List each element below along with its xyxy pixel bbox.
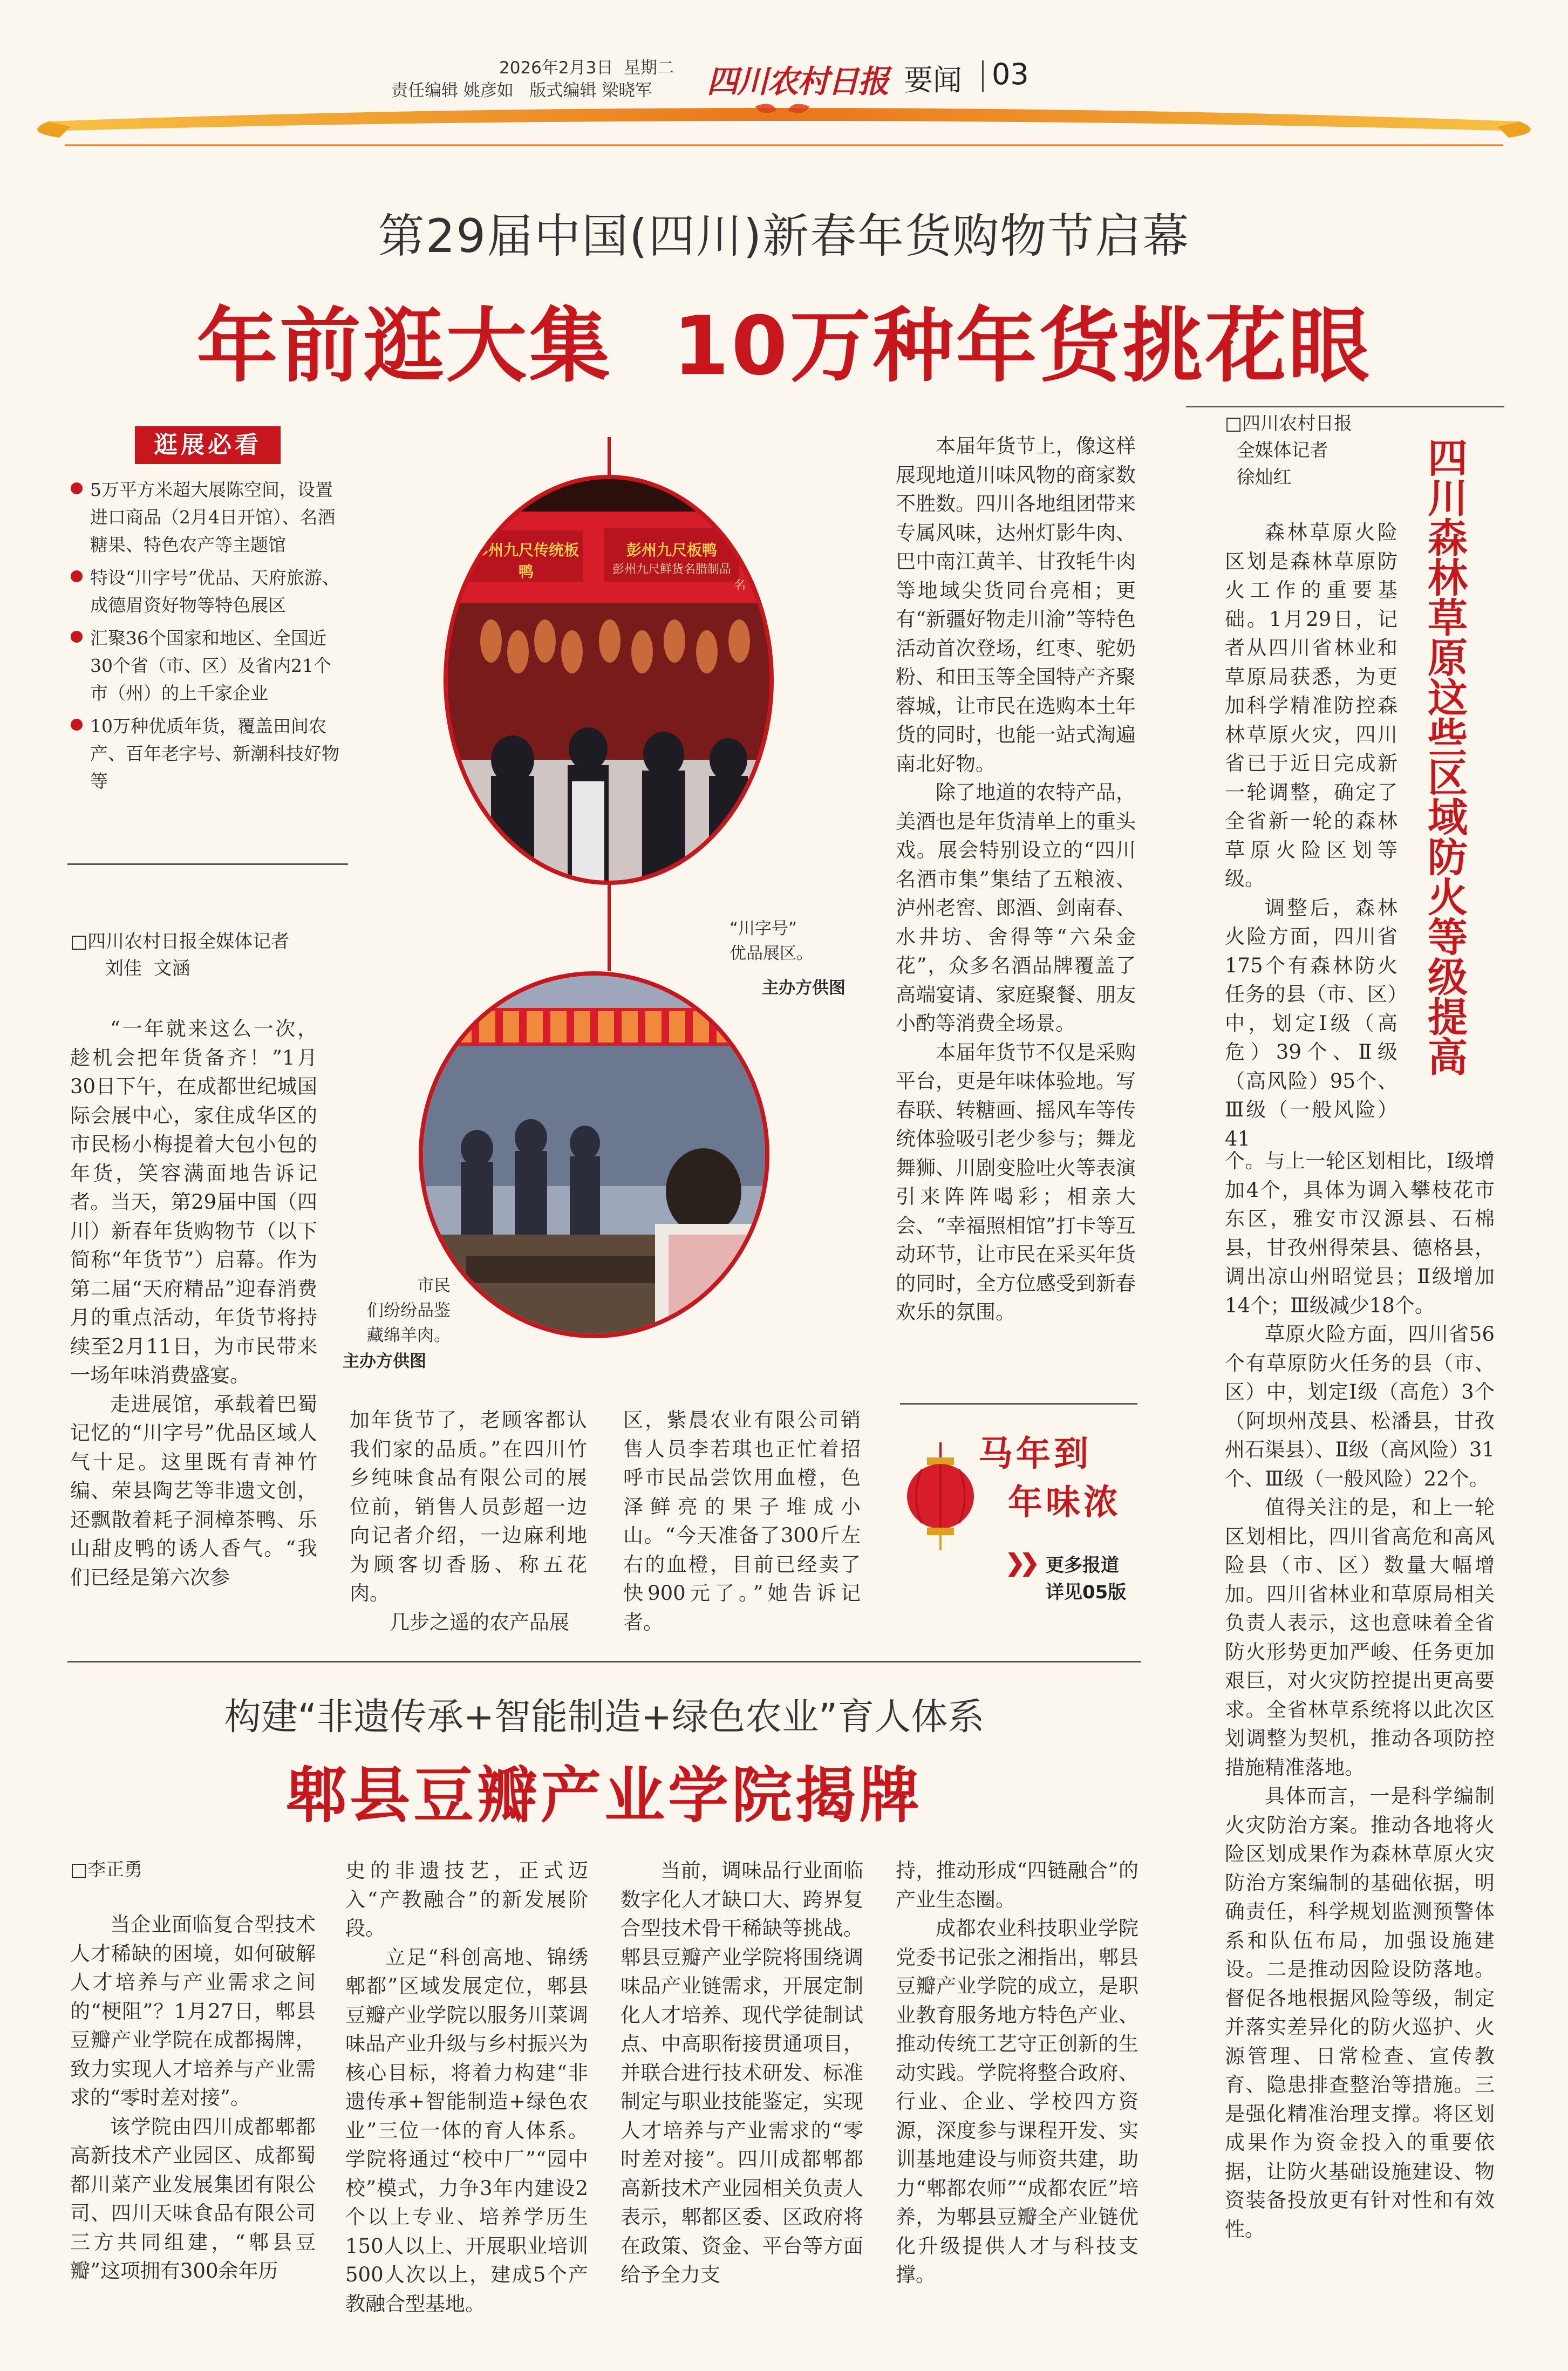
highlight-item: 5万平方米超大展陈空间，设置进口商品（2月4日开馆）、名酒糖果、特色农产等主题馆 [67,476,348,558]
section-divider [982,60,984,92]
photo-circle-1 [444,475,774,885]
story3-byline: □李正勇 [70,1859,143,1881]
highlight-item: 汇聚36个国家和地区、全国近30个省（市、区）及省内21个市（州）的上千家企业 [67,624,348,707]
promo-line1: 马年到 [978,1434,1092,1474]
paper-logo: 四川农村日报 [707,63,889,100]
photo1-caption: “川字号” 优品展区。 [730,919,813,963]
story1-headline: 年前逛大集 10万种年货挑花眼 [196,299,1372,393]
double-arrow-icon: ❯❯ [1005,1549,1034,1577]
story3-col2: 史的非遗技艺，正式迈入“产教融合”的新发展阶段。 立足“科创高地、锦绣郫都”区域发展定位，郫县豆瓣产业学院以服务川菜调味品产业升级与乡村振兴为核心目标，将着力构建“非遗传承+智能制造+绿色农业”三位一体的育人体系。学院将通过“校中厂”“园中校”模式，力争3年内建设2个以上专业、培养学历生150人以上、开展职业培训500人次以上，建成5个产教融合型基地。 [345,1859,588,2315]
story1-col2: 加年货节了，老顾客都认我们家的品质。”在四川竹乡纯味食品有限公司的展位前，销售人员彭超一边向记者介绍，一边麻利地为顾客切香肠、称五花肉。 几步之遥的农产品展 [350,1408,587,1634]
header-decor-band [0,100,1568,154]
page-number: 03 [992,57,1029,91]
photo2-banner-text [455,1011,741,1043]
story2-byline: □四川农村日报 全媒体记者 徐灿红 [1225,413,1353,488]
story3-col3: 当前，调味品行业面临数字化人才缺口大、跨界复合型技术骨干稀缺等挑战。郫县豆瓣产业学院将围绕调味品产业链需求，开展定制化人才培养、现代学徒制试点、中高职衔接贯通项目，并联合进行技术研发、标准制定与职业技能鉴定，实现人才培养与产业需求的“零时差对接”。四川成都郫都高新技术产业园相关负责人表示，郫都区委、区政府将在政策、资金、平台等方面给予全力支 [621,1859,863,2286]
lantern-string-2 [608,885,611,971]
story3-col1: 当企业面临复合型技术人才稀缺的困境，如何破解人才培养与产业需求之间的“梗阻”？1月27日，郫县豆瓣产业学院在成都揭牌，致力实现人才培养与产业需求的“零时差对接”。 该学院由四川成都郫都高新技术产业园区、成都蜀都川菜产业发展集团有限公司、四川天味食品有限公司三方共同组建，“郫县豆瓣”这项拥有300余年历 [70,1913,316,2283]
section-name: 要闻 [904,63,962,97]
photo1-sign-4: 名 [734,579,746,592]
story1-col3: 区，紫晨农业有限公司销售人员李若琪也正忙着招呼市民品尝饮用血橙，色泽鲜亮的果子堆成小山。“今天准备了300斤左右的血橙，目前已经卖了快900元了。”她告诉记者。 [623,1408,861,1634]
story3-headline: 郫县豆瓣产业学院揭牌 [286,1761,923,1831]
story1-kicker: 第29届中国(四川)新春年货购物节启幕 [378,209,1190,263]
highlights-title: 逛展必看 [135,426,281,464]
highlight-item: 特设“川字号”优品、天府旅游、成德眉资好物等特色展区 [67,564,348,619]
story3-col4: 持，推动形成“四链融合”的产业生态圈。 成都农业科技职业学院党委书记张之湘指出，郫县豆瓣产业学院的成立，是职业教育服务地方特色产业、推动传统工艺守正创新的生动实践。学院将整合政府、行业、企业、学校四方资源，深度参与课程开发、实训基地建设与师资共建，助力“郫都农师”“成都农匠”培养，为郫县豆瓣全产业链优化升级提供人才与科技支撑。 [896,1859,1138,2286]
story1-col1: “一年就来这么一次，趁机会把年货备齐！”1月30日下午，在成都世纪城国际会展中心，家住成华区的市民杨小梅提着大包小包的年货，笑容满面地告诉记者。当天，第29届中国（四川）新春年货购物节（以下简称“年货节”）启幕。作为第二届“天府精品”迎春消费月的重点活动，年货节将持续至2月11日，为市民带来一场年味消费盛宴。 走进展馆，承载着巴蜀记忆的“川字号”优品区域人气十足。这里既有青神竹编、荣县陶艺等非遗文创，还飘散着耗子洞樟茶鸭、乐山甜皮鸭的诱人香气。“我们已经是第六次参 [70,1017,317,1589]
story1-byline: □四川农村日报全媒体记者 刘佳 文涵 [70,931,290,979]
issue-date: 2026年2月3日 星期二 [499,58,674,78]
highlights-divider [67,863,348,865]
promo-box[interactable] [900,1403,1137,1631]
story2-headline: 四川森林草原这些区域防火等级提高 [1421,437,1468,1076]
photo-circle-2 [419,971,769,1338]
highlights-list [67,476,348,795]
photo1-sign-3: 彭州九尺鲜货名腊制品 [612,563,731,576]
story1-col4: 本届年货节上，像这样展现地道川味风物的商家数不胜数。四川各地组团带来专属风味，达州灯影牛肉、巴中南江黄羊、甘孜牦牛肉等地域尖货同台亮相；更有“新疆好物走川渝”等特色活动首次登场，红枣、驼奶粉、和田玉等全国特产齐聚蓉城，让市民在选购本土年货的同时，也能一站式淘遍南北好物。 除了地道的农特产品，美酒也是年货清单上的重头戏。展会特别设立的“四川名酒市集”集结了五粮液、泸州老窖、郎酒、剑南春、水井坊、舍得等“六朵金花”，众多名酒品牌覆盖了高端宴请、家庭聚餐、朋友小酌等消费全场景。 本届年货节不仅是采购平台，更是年味体验地。写春联、转糖画、摇风车等传统体验吸引老少参与；舞龙舞狮、川剧变脸吐火等表演引来阵阵喝彩；相亲大会、“幸福照相馆”打卡等互动环节，让市民在采买年货的同时，全方位感受到新春欢乐的氛围。 [896,434,1136,1324]
promo-see: 详见05版 [1046,1582,1127,1603]
editors-line: 责任编辑 姚彦如 版式编辑 梁晓军 [391,81,652,100]
photo1-sign-2: 彭州九尺板鸭 [626,541,717,559]
promo-line2: 年味浓 [1008,1482,1121,1523]
lantern-icon [905,1442,976,1550]
highlight-item: 10万种优质年货，覆盖田间农产、百年老字号、新潮科技好物等 [67,712,348,795]
photo2-credit: 主办方供图 [343,1352,426,1371]
photo2-caption: 市民 们纷纷品鉴 藏绵羊肉。 [367,1276,451,1345]
photo1-sign-1: 彭州九尺传统板鸭 [473,541,579,581]
story3-top-rule [67,1661,1141,1663]
highlights-box [67,426,348,863]
story3-kicker: 构建“非遗传承+智能制造+绿色农业”育人体系 [224,1696,985,1739]
story2-narrow: 森林草原火险区划是森林草原防火工作的重要基础。1月29日，记者从四川省林业和草原局获悉，为更加科学精准防控森林草原火灾，四川省已于近日完成新一轮调整，确定了全省新一轮的森林草原火险区划等级。 调整后，森林火险方面，四川省175个有森林防火任务的县（市、区）中，划定Ⅰ级（高危）39个、Ⅱ级（高风险）95个、Ⅲ级（一般风险）41 [1225,521,1397,1150]
photo1-credit: 主办方供图 [762,978,846,998]
story2-wide: 个。与上一轮区划相比，Ⅰ级增加4个，具体为调入攀枝花市东区，雅安市汉源县、石棉县，甘孜州得荣县、德格县，调出凉山州昭觉县；Ⅱ级增加14个；Ⅲ级减少18个。 草原火险方面，四川省56个有草原防火任务的县（市、区）中，划定Ⅰ级（高危）3个（阿坝州茂县、松潘县，甘孜州石渠县）、Ⅱ级（高风险）31个、Ⅲ级（一般风险）22个。 值得关注的是，和上一轮区划相比，四川省高危和高风险县（市、区）数量大幅增加。四川省林业和草原局相关负责人表示，这也意味着全省防火形势更加严峻、任务更加艰巨，对火灾防控提出更高要求。全省林草系统将以此次区划调整为契机，推动各项防控措施精准落地。 具体而言，一是科学编制火灾防治方案。推动各地将火险区划成果作为森林草原火灾防治方案编制的基础依据，明确责任，科学规划监测预警体系和队伍布局，加强设施建设。二是推动因险设防落地。督促各地根据风险等级，制定并落实差异化的防火巡护、火源管理、日常检查、宣传教育、隐患排查整治等措施。三是强化精准治理支撑。将区划成果作为资金投入的重要依据，让防火基础设施建设、物资装备投放更有针对性和有效性。 [1225,1149,1495,2241]
promo-more: 更多报道 [1046,1555,1119,1576]
lantern-string-1 [608,437,611,480]
story2-top-rule [1186,406,1504,407]
